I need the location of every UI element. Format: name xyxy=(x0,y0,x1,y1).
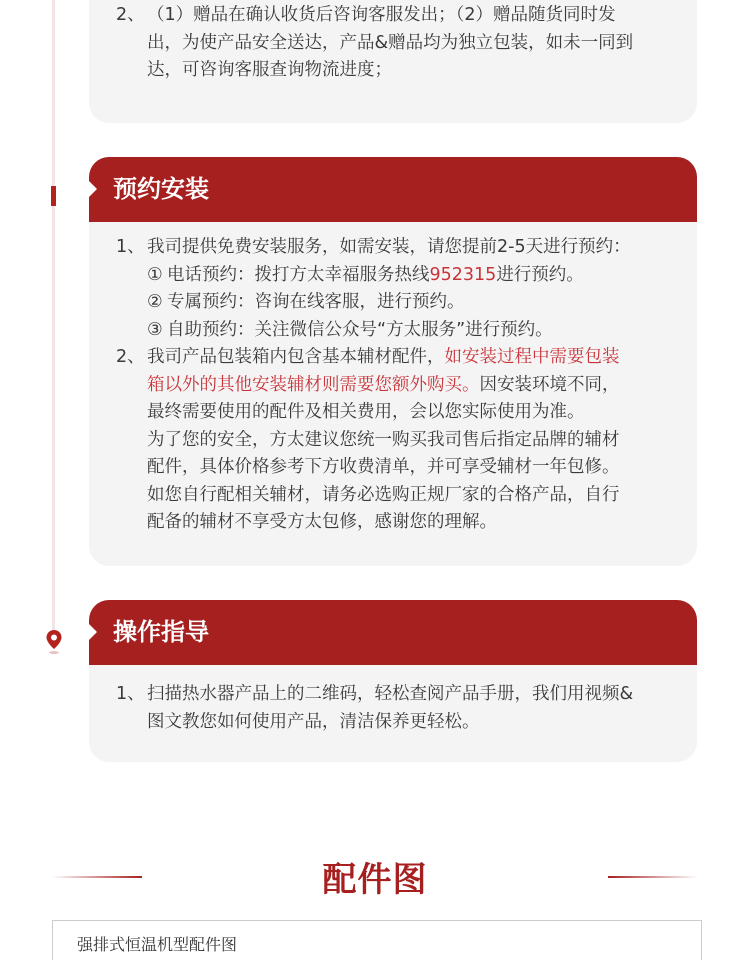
item-text-continued: 如您自行配相关辅材，请务必选购正规厂家的合格产品，自行 xyxy=(147,484,620,505)
parts-box-title: 强排式恒温机型配件图 xyxy=(77,935,238,954)
item-number: 1、 xyxy=(116,684,145,704)
circled-number: ② xyxy=(147,292,163,312)
item-text-continued: 达，可咨询客服查询物流进度； xyxy=(147,60,392,80)
phone-booking xyxy=(116,262,679,290)
item-text-continued: 为了您的安全，方太建议您统一购买我司售后指定品牌的辅材 xyxy=(147,429,620,450)
install-item-2 xyxy=(116,344,679,372)
highlight-text: 如安装过程中需要包装 xyxy=(444,347,620,367)
parts-section-title: 配件图 xyxy=(322,860,428,900)
header-notch xyxy=(89,623,97,641)
service-hotline: 952315 xyxy=(429,264,497,285)
item-text-continued: 图文教您如何使用产品，清洁保养更轻松。 xyxy=(147,711,480,732)
timeline-line xyxy=(52,0,55,632)
gift-item-2 xyxy=(116,2,679,30)
highlight-text: 箱以外的其他安装辅材则需要您额外购买。 xyxy=(147,374,480,395)
install-item-1 xyxy=(116,234,679,262)
gift-card xyxy=(89,0,697,123)
item-number: 2、 xyxy=(116,5,145,25)
guide-card-header xyxy=(89,600,697,665)
phone-booking-text: 电话预约：拨打方太幸福服务热线 xyxy=(167,264,430,285)
online-booking xyxy=(116,289,679,317)
guide-card xyxy=(89,600,697,762)
install-title: 预约安装 xyxy=(113,175,209,203)
self-booking xyxy=(116,317,679,345)
phone-booking-suffix: 进行预约。 xyxy=(496,264,584,285)
guide-title: 操作指导 xyxy=(113,618,209,646)
decorative-line-right xyxy=(608,876,698,878)
item-text-prefix: 我司产品包装箱内包含基本辅材配件， xyxy=(147,347,445,367)
circled-number: ③ xyxy=(147,319,163,340)
online-booking-text: 专属预约：咨询在线客服，进行预约。 xyxy=(167,292,465,312)
install-card xyxy=(89,157,697,566)
item-text-continued: 出，为使产品安全送达，产品&赠品均为独立包装，如未一同到 xyxy=(147,32,634,53)
item-number: 2、 xyxy=(116,347,145,367)
gift-card-body xyxy=(89,0,697,85)
location-pin-icon xyxy=(45,629,63,655)
install-card-body xyxy=(89,222,697,537)
self-booking-text: 自助预约：关注微信公众号“方太服务”进行预约。 xyxy=(167,319,553,340)
item-text: （1）赠品在确认收货后咨询客服发出；（2）赠品随货同时发 xyxy=(147,5,616,25)
item-text-continued xyxy=(116,372,679,400)
item-number: 1、 xyxy=(116,237,145,257)
item-text-continued: 配件，具体价格参考下方收费清单，并可享受辅材一年包修。 xyxy=(147,457,620,477)
item-text-continued: 最终需要使用的配件及相关费用，会以您实际使用为准。 xyxy=(147,402,585,422)
item-text: 我司提供免费安装服务，如需安装，请您提前2-5天进行预约： xyxy=(147,237,631,257)
item-text xyxy=(147,344,679,372)
parts-diagram-box xyxy=(52,920,702,960)
item-text-continued: 配备的辅材不享受方太包修，感谢您的理解。 xyxy=(147,512,497,532)
guide-item-1 xyxy=(116,681,679,709)
install-card-header xyxy=(89,157,697,222)
item-text-suffix: 因安装环境不同， xyxy=(479,374,620,395)
item-text: 扫描热水器产品上的二维码，轻松查阅产品手册，我们用视频& xyxy=(147,684,634,704)
timeline-marker xyxy=(51,186,56,206)
header-notch xyxy=(89,180,97,198)
guide-card-body xyxy=(89,665,697,736)
circled-number: ① xyxy=(147,264,163,285)
